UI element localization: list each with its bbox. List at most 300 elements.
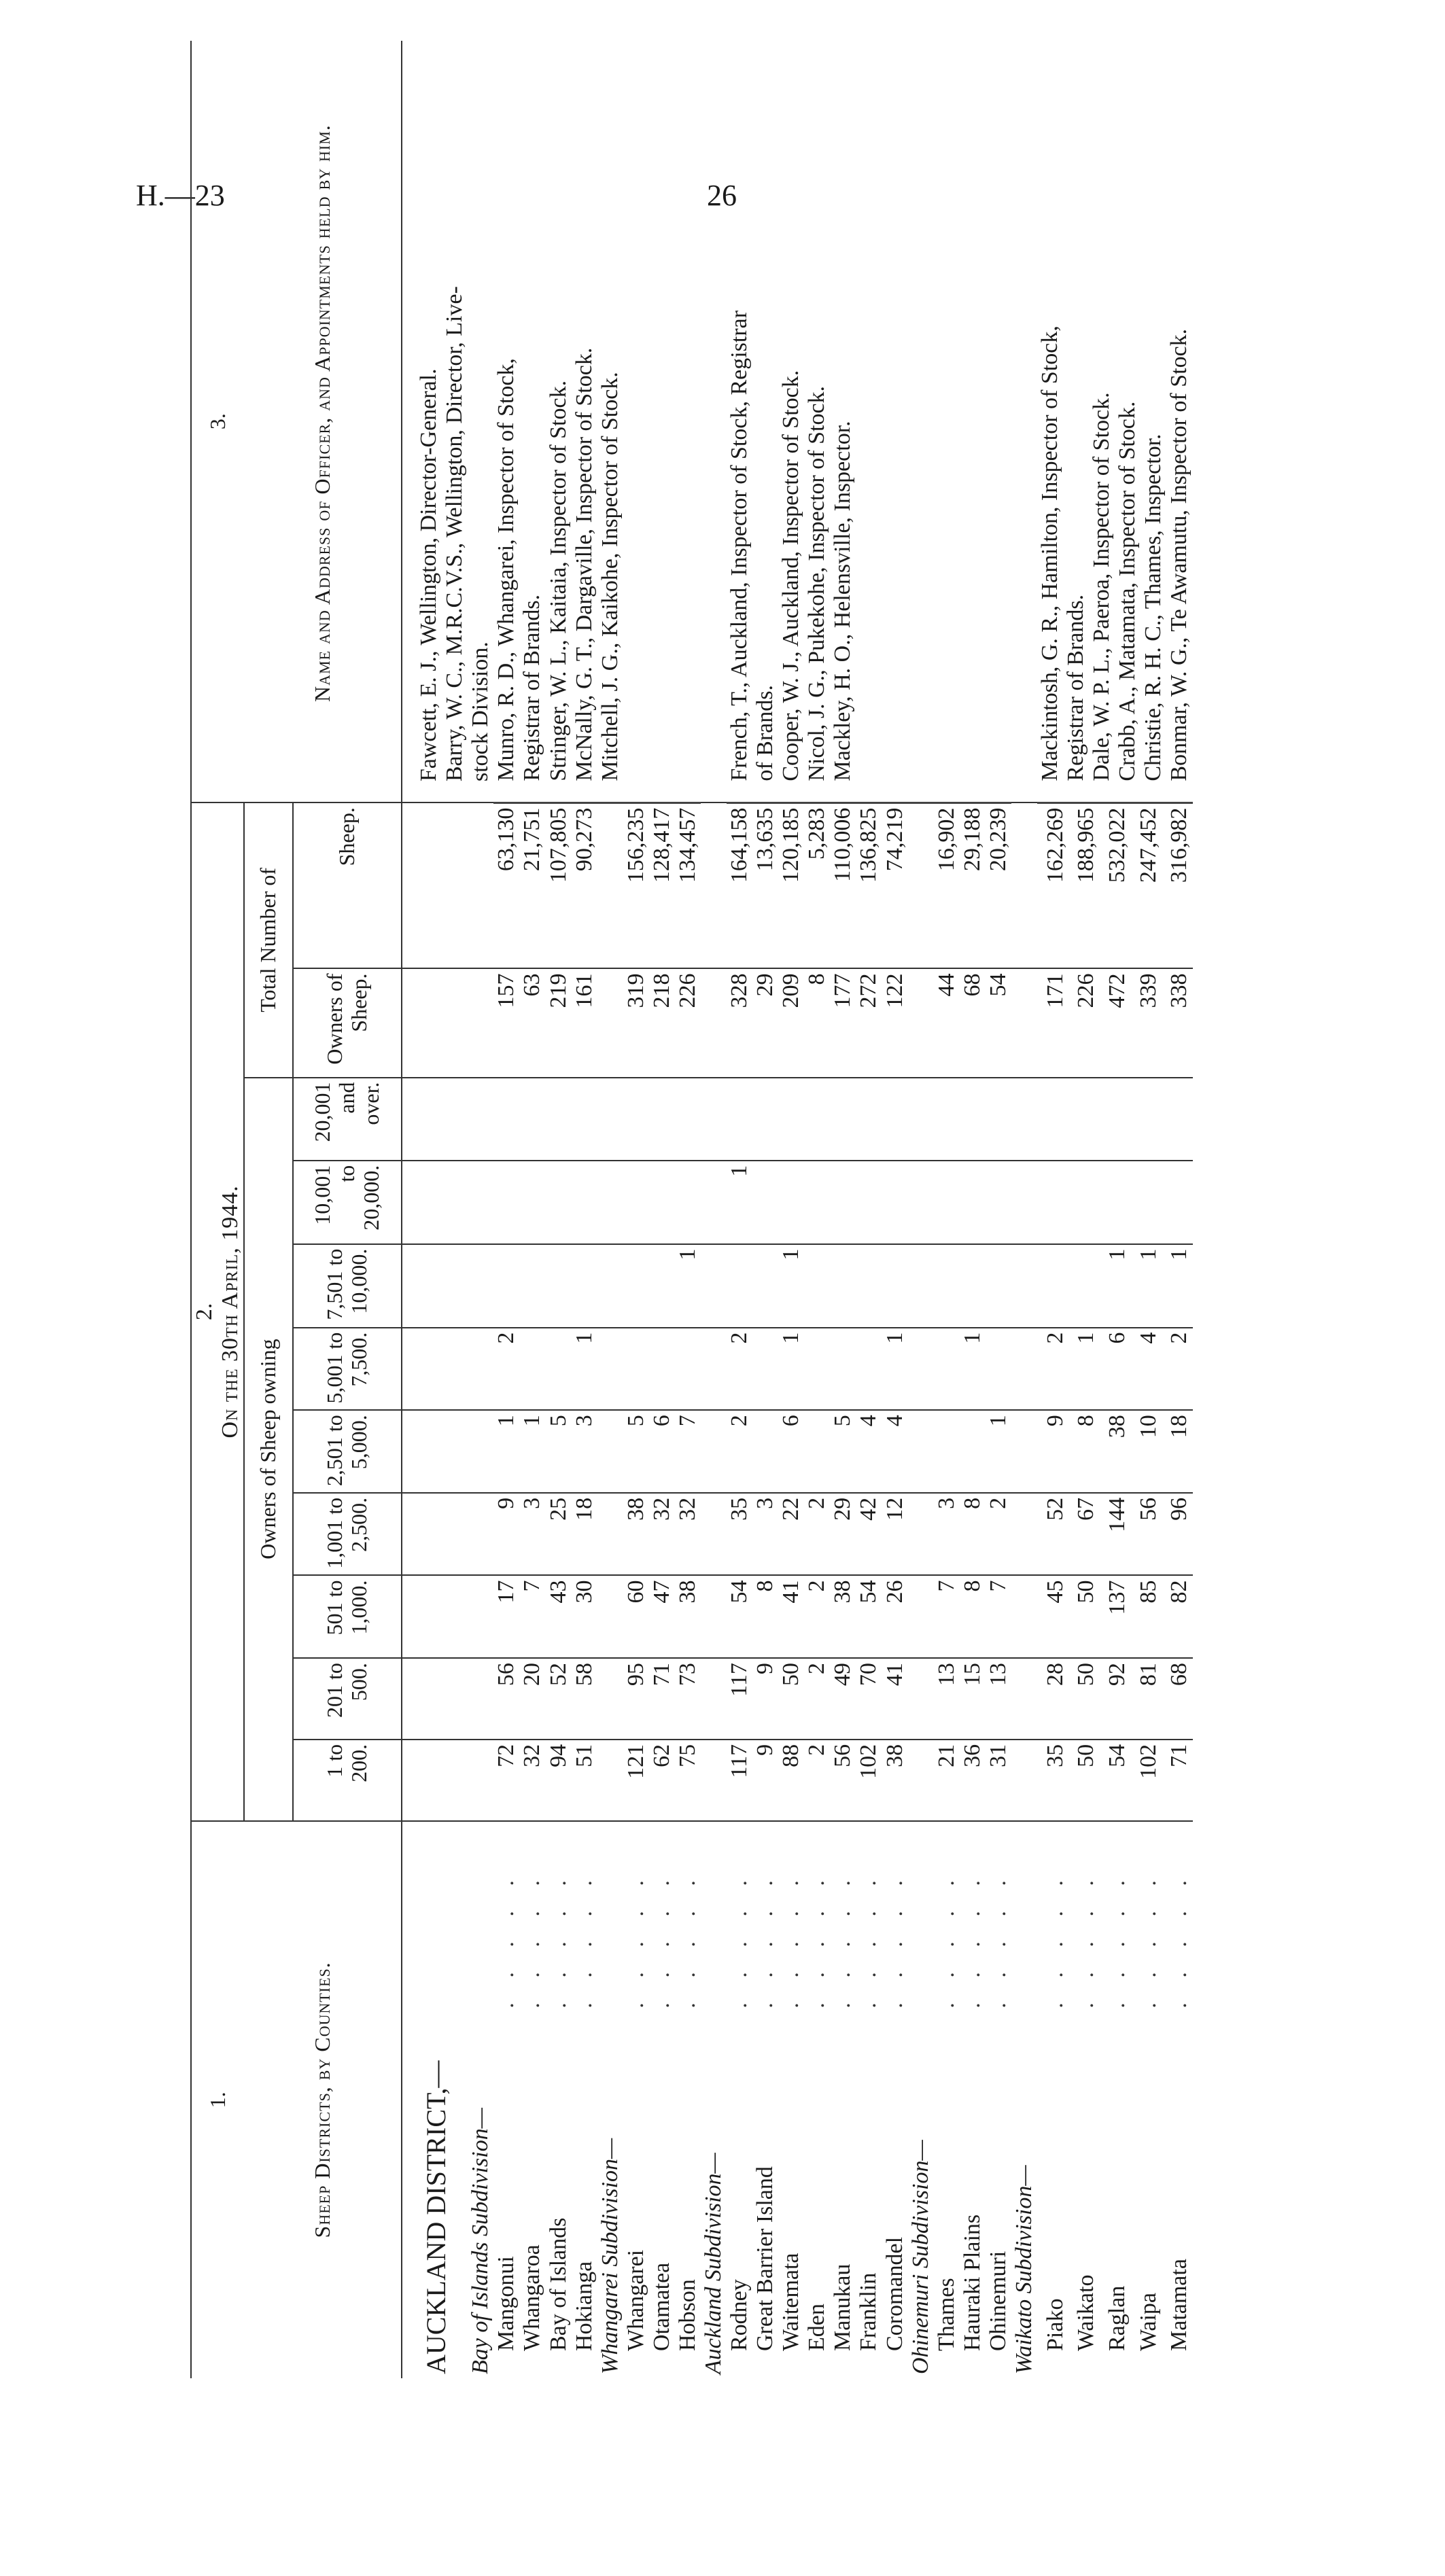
range-value-0: 50 (1068, 1740, 1100, 1821)
range-value-2: 47 (649, 1575, 675, 1658)
range-value-3: 22 (778, 1493, 804, 1576)
range-value-4: 5 (623, 1410, 649, 1493)
owners-total: 157 (493, 968, 519, 1077)
empty-cell (452, 1575, 493, 1658)
range-value-8 (804, 1078, 830, 1161)
range-header-5: 5,001 to 7,500. (293, 1328, 402, 1411)
range-value-8 (649, 1078, 675, 1161)
sheep-total: 136,825 (856, 802, 882, 968)
officer-line-bay-0: Munro, R. D., Whangarei, Inspector of Stock, (493, 358, 519, 781)
range-value-3: 25 (546, 1493, 572, 1576)
range-value-0: 102 (856, 1740, 882, 1821)
empty-cell (1011, 1328, 1037, 1411)
range-value-2: 60 (623, 1575, 649, 1658)
leader-dots: . . . . . (1042, 1871, 1068, 2009)
range-value-6 (727, 1244, 752, 1328)
range-value-4 (804, 1410, 830, 1493)
empty-cell (402, 802, 452, 968)
owners-total: 338 (1162, 968, 1193, 1077)
county-name: Matamata (1166, 2259, 1192, 2351)
empty-cell (452, 1740, 493, 1821)
range-value-2: 8 (960, 1575, 986, 1658)
range-value-1: 73 (675, 1658, 701, 1740)
empty-cell (701, 1658, 727, 1740)
subdivision-row (701, 41, 727, 2378)
owners-total: 226 (675, 968, 701, 1077)
range-value-0: 75 (675, 1740, 701, 1821)
empty-cell (452, 1328, 493, 1411)
county-name: Raglan (1104, 2285, 1130, 2351)
range-value-4 (752, 1410, 778, 1493)
table-body (402, 41, 1192, 2378)
officer-cell (1037, 41, 1192, 802)
range-value-4: 5 (546, 1410, 572, 1493)
empty-cell (908, 1078, 934, 1161)
range-value-0: 35 (1037, 1740, 1068, 1821)
county-name: Bay of Islands (545, 2217, 571, 2351)
range-value-0: 9 (752, 1740, 778, 1821)
officer-line-auckland-2: Cooper, W. J., Auckland, Inspector of Stock. (778, 370, 804, 781)
range-value-4: 4 (856, 1410, 882, 1493)
range-value-6 (519, 1244, 545, 1328)
range-value-3: 2 (804, 1493, 830, 1576)
empty-cell (701, 968, 727, 1077)
range-value-5 (752, 1328, 778, 1411)
range-value-0: 117 (727, 1740, 752, 1821)
county-name: Waitemata (778, 2253, 804, 2351)
owners-total: 63 (519, 968, 545, 1077)
range-value-8 (546, 1078, 572, 1161)
range-value-1: 117 (727, 1658, 752, 1740)
empty-cell (597, 802, 623, 968)
owners-of-sheep-header: Owners of Sheep. (293, 968, 402, 1077)
range-value-5 (830, 1328, 856, 1411)
range-value-8 (882, 1078, 908, 1161)
range-value-1: 68 (1162, 1658, 1193, 1740)
sheep-total: 128,417 (649, 802, 675, 968)
range-value-7 (623, 1161, 649, 1244)
county-name: Great Barrier Island (752, 2166, 778, 2351)
empty-cell (452, 1244, 493, 1328)
range-value-6 (804, 1244, 830, 1328)
empty-cell (1011, 1658, 1037, 1740)
sheep-total: 90,273 (572, 802, 597, 968)
range-value-6 (986, 1244, 1011, 1328)
sheep-total: 164,158 (727, 802, 752, 968)
range-value-7 (519, 1161, 545, 1244)
range-value-2: 17 (493, 1575, 519, 1658)
range-value-0: 71 (1162, 1740, 1193, 1821)
range-value-6: 1 (1099, 1244, 1130, 1328)
range-value-2: 30 (572, 1575, 597, 1658)
page-number: 26 (707, 179, 737, 212)
range-value-3: 9 (493, 1493, 519, 1576)
subdivision-row (1011, 41, 1037, 2378)
range-value-0: 51 (572, 1740, 597, 1821)
county-name: Piako (1042, 2298, 1068, 2351)
range-value-2: 43 (546, 1575, 572, 1658)
owners-total: 209 (778, 968, 804, 1077)
empty-cell (402, 1740, 452, 1821)
county-name: Thames (933, 2278, 959, 2351)
range-value-0: 38 (882, 1740, 908, 1821)
range-value-7 (986, 1161, 1011, 1244)
rotated-table-container (190, 41, 1264, 2378)
range-value-8 (960, 1078, 986, 1161)
sheep-total: 13,635 (752, 802, 778, 968)
officer-line-head-0: Fawcett, E. J., Wellington, Director-General. (416, 368, 442, 782)
leader-dots: . . . . . (1166, 1871, 1192, 2009)
range-value-1: 2 (804, 1658, 830, 1740)
leader-dots: . . . . . (519, 1871, 545, 2009)
empty-cell (452, 1078, 493, 1161)
empty-cell (402, 1078, 452, 1161)
range-header-1: 201 to 500. (293, 1658, 402, 1740)
empty-cell (908, 802, 934, 968)
district-row (402, 41, 452, 2378)
range-value-3: 2 (986, 1493, 1011, 1576)
range-value-6 (546, 1244, 572, 1328)
owners-total: 44 (934, 968, 960, 1077)
range-value-6 (882, 1244, 908, 1328)
owners-total: 8 (804, 968, 830, 1077)
leader-dots: . . . . . (1073, 1871, 1099, 2009)
range-value-6 (960, 1244, 986, 1328)
officer-line-auckland-0: French, T., Auckland, Inspector of Stock, Registrar (727, 310, 752, 781)
range-value-5 (675, 1328, 701, 1411)
range-value-3: 32 (649, 1493, 675, 1576)
range-value-0: 31 (986, 1740, 1011, 1821)
range-value-1: 13 (986, 1658, 1011, 1740)
empty-cell (452, 1161, 493, 1244)
empty-cell (402, 1410, 452, 1493)
range-value-8 (675, 1078, 701, 1161)
range-value-1: 20 (519, 1658, 545, 1740)
range-value-4: 6 (778, 1410, 804, 1493)
range-value-7 (1130, 1161, 1162, 1244)
sheep-total: 162,269 (1037, 802, 1068, 968)
range-value-6 (572, 1244, 597, 1328)
range-value-6: 1 (778, 1244, 804, 1328)
range-value-4: 1 (519, 1410, 545, 1493)
col3-number: 3. (191, 41, 244, 802)
county-name: Mangonui (493, 2256, 519, 2351)
range-value-3: 35 (727, 1493, 752, 1576)
range-value-5: 1 (778, 1328, 804, 1411)
officer-line-waikato-4: Christie, R. H. C., Thames, Inspector. (1141, 434, 1166, 781)
empty-cell (1011, 1493, 1037, 1576)
county-name: Franklin (856, 2272, 882, 2351)
range-value-6 (934, 1244, 960, 1328)
range-value-6 (1068, 1244, 1100, 1328)
range-value-7 (493, 1161, 519, 1244)
county-name: Hobson (674, 2279, 700, 2351)
sheep-total: 247,452 (1130, 802, 1162, 968)
range-header-8: 20,001 and over. (293, 1078, 402, 1161)
range-header-4: 2,501 to 5,000. (293, 1410, 402, 1493)
empty-cell (1011, 968, 1037, 1077)
sheep-total: 188,965 (1068, 802, 1100, 968)
range-value-8 (830, 1078, 856, 1161)
range-value-4: 38 (1099, 1410, 1130, 1493)
empty-cell (402, 1493, 452, 1576)
range-value-1: 50 (1068, 1658, 1100, 1740)
owners-total: 328 (727, 968, 752, 1077)
range-value-4: 10 (1130, 1410, 1162, 1493)
range-header-2: 501 to 1,000. (293, 1575, 402, 1658)
county-name: Ohinemuri (985, 2251, 1011, 2351)
empty-cell (701, 1410, 727, 1493)
range-value-4 (960, 1410, 986, 1493)
owners-total: 319 (623, 968, 649, 1077)
range-value-2: 45 (1037, 1575, 1068, 1658)
sheep-total: 156,235 (623, 802, 649, 968)
officer-line-waikato-0: Mackintosh, G. R., Hamilton, Inspector of Stock, (1037, 325, 1063, 781)
officer-line-bay-3: McNally, G. T., Dargaville, Inspector of Stock. (571, 347, 597, 781)
range-value-7 (546, 1161, 572, 1244)
range-value-3: 144 (1099, 1493, 1130, 1576)
range-value-6: 1 (1130, 1244, 1162, 1328)
range-value-8 (856, 1078, 882, 1161)
range-value-7 (649, 1161, 675, 1244)
empty-cell (452, 1493, 493, 1576)
empty-cell (402, 1575, 452, 1658)
empty-cell (701, 802, 727, 968)
sheep-total: 107,805 (546, 802, 572, 968)
sheep-total: 532,022 (1099, 802, 1130, 968)
range-value-6 (623, 1244, 649, 1328)
empty-cell (701, 1244, 727, 1328)
owners-total: 219 (546, 968, 572, 1077)
range-value-8 (519, 1078, 545, 1161)
range-value-4: 9 (1037, 1410, 1068, 1493)
empty-cell (597, 1078, 623, 1161)
officer-line-bay-2: Stringer, W. L., Kaitaia, Inspector of Stock. (545, 380, 571, 781)
range-header-6: 7,501 to 10,000. (293, 1244, 402, 1328)
range-value-2: 54 (856, 1575, 882, 1658)
range-value-8 (623, 1078, 649, 1161)
subdivision-name: Auckland Subdivision— (701, 2153, 727, 2374)
range-value-3: 18 (572, 1493, 597, 1576)
range-value-4: 5 (830, 1410, 856, 1493)
range-value-4 (934, 1410, 960, 1493)
officer-line-waikato-3: Crabb, A., Matamata, Inspector of Stock. (1115, 401, 1141, 781)
range-value-2: 50 (1068, 1575, 1100, 1658)
empty-cell (597, 1244, 623, 1328)
empty-cell (1011, 1575, 1037, 1658)
owners-total: 122 (882, 968, 908, 1077)
empty-cell (1011, 1410, 1037, 1493)
officer-line-head-2: stock Division. (468, 641, 493, 782)
range-value-8 (752, 1078, 778, 1161)
subdivision-name: Ohinemuri Subdivision— (907, 2140, 933, 2374)
leader-dots: . . . . . (493, 1871, 519, 2009)
range-value-7: 1 (727, 1161, 752, 1244)
county-name: Otamatea (648, 2262, 674, 2351)
range-header-3: 1,001 to 2,500. (293, 1493, 402, 1576)
range-value-6 (493, 1244, 519, 1328)
officer-line-bay-4: Mitchell, J. G., Kaikohe, Inspector of Stock. (597, 372, 623, 781)
empty-cell (701, 1740, 727, 1821)
empty-cell (701, 1328, 727, 1411)
range-value-2: 7 (986, 1575, 1011, 1658)
officer-line-auckland-4: Mackley, H. O., Helensville, Inspector. (830, 421, 856, 781)
range-value-1: 81 (1130, 1658, 1162, 1740)
range-value-0: 56 (830, 1740, 856, 1821)
range-value-0: 2 (804, 1740, 830, 1821)
col1-title: Sheep Districts, by Counties. (244, 1821, 402, 2378)
col3-title: Name and Address of Officer, and Appointments held by him. (244, 41, 402, 802)
range-value-1: 70 (856, 1658, 882, 1740)
range-value-5: 4 (1130, 1328, 1162, 1411)
county-name: Waikato (1073, 2274, 1099, 2351)
range-value-4: 4 (882, 1410, 908, 1493)
officer-cell (493, 41, 701, 802)
range-value-8 (1037, 1078, 1068, 1161)
empty-cell (597, 1410, 623, 1493)
col2-title: On the 30th April, 1944. (217, 1185, 243, 1439)
empty-cell (908, 1493, 934, 1576)
officer-cell (402, 41, 493, 802)
empty-cell (597, 1740, 623, 1821)
range-value-5: 1 (882, 1328, 908, 1411)
owners-total: 161 (572, 968, 597, 1077)
county-name: Coromandel (882, 2236, 907, 2351)
range-value-5 (856, 1328, 882, 1411)
col1-number: 1. (191, 1821, 244, 2378)
leader-dots: . . . . . (752, 1871, 778, 2009)
range-value-5: 2 (727, 1328, 752, 1411)
range-value-4: 1 (986, 1410, 1011, 1493)
leader-dots: . . . . . (933, 1871, 959, 2009)
empty-cell (402, 1244, 452, 1328)
range-value-7 (1068, 1161, 1100, 1244)
range-value-5 (804, 1328, 830, 1411)
sheep-total: 110,006 (830, 802, 856, 968)
range-value-3: 12 (882, 1493, 908, 1576)
range-value-1: 28 (1037, 1658, 1068, 1740)
range-value-2: 41 (778, 1575, 804, 1658)
range-value-6: 1 (675, 1244, 701, 1328)
sheep-total: 120,185 (778, 802, 804, 968)
range-value-1: 50 (778, 1658, 804, 1740)
range-value-2: 38 (675, 1575, 701, 1658)
range-value-3: 3 (519, 1493, 545, 1576)
range-value-1: 95 (623, 1658, 649, 1740)
sheep-total: 134,457 (675, 802, 701, 968)
county-name: Eden (804, 2304, 830, 2351)
range-value-7 (856, 1161, 882, 1244)
range-value-2: 26 (882, 1575, 908, 1658)
range-value-7 (882, 1161, 908, 1244)
empty-cell (597, 1161, 623, 1244)
sheep-table (190, 41, 1193, 2378)
range-value-0: 36 (960, 1740, 986, 1821)
range-value-7 (804, 1161, 830, 1244)
range-value-2: 8 (752, 1575, 778, 1658)
empty-cell (597, 1575, 623, 1658)
empty-cell (701, 1161, 727, 1244)
range-value-1: 58 (572, 1658, 597, 1740)
empty-cell (402, 1161, 452, 1244)
owners-total: 218 (649, 968, 675, 1077)
range-value-7 (830, 1161, 856, 1244)
range-value-5 (623, 1328, 649, 1411)
range-value-5: 6 (1099, 1328, 1130, 1411)
range-value-2: 7 (934, 1575, 960, 1658)
empty-cell (1011, 1740, 1037, 1821)
page-code: H.—23 (136, 179, 225, 212)
owners-total: 226 (1068, 968, 1100, 1077)
range-value-8 (1068, 1078, 1100, 1161)
owners-total: 171 (1037, 968, 1068, 1077)
range-value-3: 3 (752, 1493, 778, 1576)
range-value-5 (986, 1328, 1011, 1411)
range-value-5: 1 (960, 1328, 986, 1411)
officer-line-waikato-2: Dale, W. P. L., Paeroa, Inspector of Stock. (1089, 392, 1115, 781)
empty-cell (908, 1244, 934, 1328)
range-value-4: 3 (572, 1410, 597, 1493)
leader-dots: . . . . . (1135, 1871, 1161, 2009)
empty-cell (701, 1493, 727, 1576)
range-value-8 (727, 1078, 752, 1161)
range-value-8 (778, 1078, 804, 1161)
range-value-6 (752, 1244, 778, 1328)
leader-dots: . . . . . (571, 1871, 597, 2009)
empty-cell (908, 1658, 934, 1740)
range-value-7 (1162, 1161, 1193, 1244)
range-value-2: 2 (804, 1575, 830, 1658)
range-value-7 (1099, 1161, 1130, 1244)
owners-total: 272 (856, 968, 882, 1077)
range-value-4: 7 (675, 1410, 701, 1493)
range-value-7 (572, 1161, 597, 1244)
county-name: Whangaroa (519, 2244, 545, 2351)
sheep-total: 74,219 (882, 802, 908, 968)
range-value-3: 8 (960, 1493, 986, 1576)
range-value-3: 52 (1037, 1493, 1068, 1576)
empty-cell (1011, 1161, 1037, 1244)
range-value-0: 21 (934, 1740, 960, 1821)
range-value-0: 54 (1099, 1740, 1130, 1821)
owners-total: 177 (830, 968, 856, 1077)
leader-dots: . . . . . (985, 1871, 1011, 2009)
empty-cell (908, 1740, 934, 1821)
range-value-8 (572, 1078, 597, 1161)
officer-line-auckland-1: of Brands. (752, 685, 778, 781)
range-value-4: 1 (493, 1410, 519, 1493)
range-value-1: 41 (882, 1658, 908, 1740)
range-value-6 (830, 1244, 856, 1328)
sheep-total: 16,902 (934, 802, 960, 968)
owners-total: 54 (986, 968, 1011, 1077)
range-value-5: 1 (1068, 1328, 1100, 1411)
leader-dots: . . . . . (959, 1871, 985, 2009)
table-row (493, 41, 519, 2378)
leader-dots: . . . . . (1104, 1871, 1130, 2009)
range-value-3: 38 (623, 1493, 649, 1576)
leader-dots: . . . . . (674, 1871, 700, 2009)
range-value-1: 15 (960, 1658, 986, 1740)
range-value-4: 6 (649, 1410, 675, 1493)
county-name: Rodney (727, 2279, 752, 2351)
empty-cell (908, 1328, 934, 1411)
range-value-5 (649, 1328, 675, 1411)
empty-cell (1011, 802, 1037, 968)
range-value-2: 7 (519, 1575, 545, 1658)
range-value-3: 32 (675, 1493, 701, 1576)
empty-cell (701, 41, 727, 802)
